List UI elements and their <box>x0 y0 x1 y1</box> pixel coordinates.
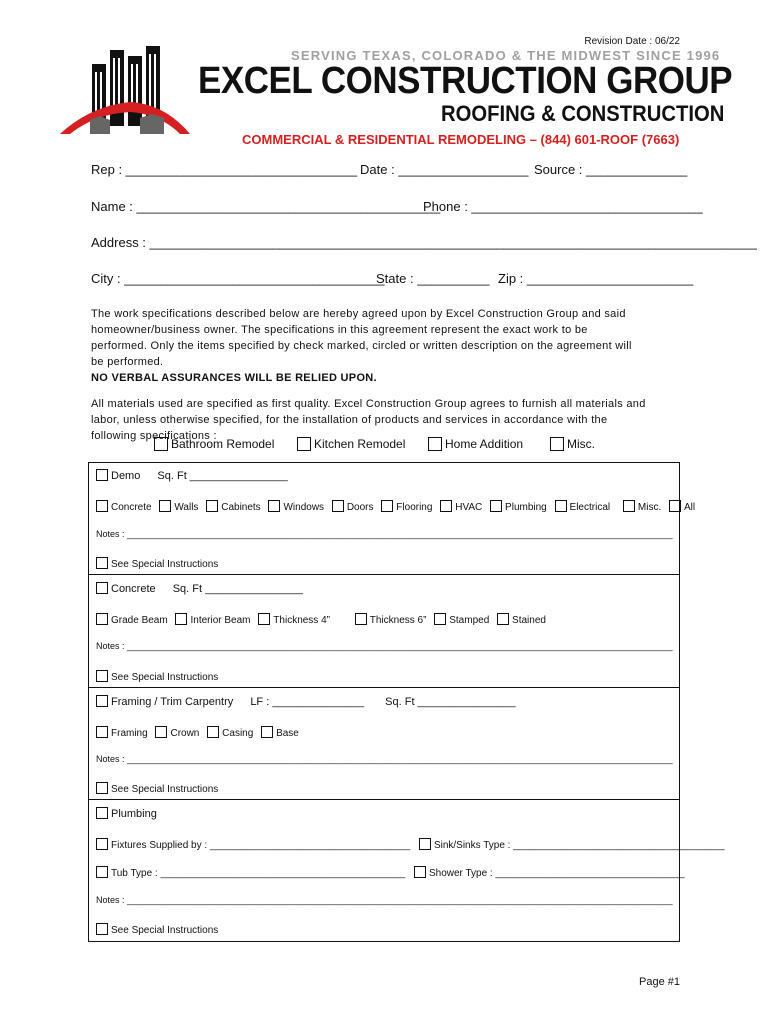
checkbox[interactable] <box>96 500 108 512</box>
demo-sqft-field[interactable]: Sq. Ft ________________ <box>157 470 288 482</box>
zip-field[interactable]: Zip : _______________________ <box>498 271 694 286</box>
rep-field[interactable]: Rep : ________________________________ <box>91 162 358 177</box>
concrete-checkbox[interactable] <box>96 582 108 594</box>
revision-date: Revision Date : 06/22 <box>584 36 680 47</box>
demo-checkbox[interactable] <box>96 469 108 481</box>
checkbox[interactable] <box>175 613 187 625</box>
agreement-line-1: The work specifications described below are hereby agreed upon by Excel Construction Group and said <box>91 308 626 320</box>
checkbox[interactable] <box>96 726 108 738</box>
concrete-notes-field[interactable]: Notes : _____________________________________________________________________________________________________________ <box>96 641 673 651</box>
concrete-item-thickness-4: Thickness 4” <box>273 615 330 626</box>
checkbox[interactable] <box>96 923 108 935</box>
plumbing-fixtures-row <box>96 838 725 851</box>
demo-item-plumbing: Plumbing <box>505 502 547 513</box>
source-field[interactable]: Source : ______________ <box>534 162 688 177</box>
checkbox[interactable] <box>669 500 681 512</box>
plumbing-special-instructions: See Special Instructions <box>96 923 218 936</box>
framing-items <box>96 726 299 739</box>
checkbox[interactable] <box>623 500 635 512</box>
concrete-item-thickness-6: Thickness 6” <box>369 615 427 626</box>
state-field[interactable]: State : __________ <box>376 271 490 286</box>
checkbox[interactable] <box>297 437 311 451</box>
company-tagline: SERVING TEXAS, COLORADO & THE MIDWEST SINCE 1996 <box>291 48 721 63</box>
checkbox[interactable] <box>434 613 446 625</box>
demo-item-misc: Misc. <box>637 502 662 513</box>
concrete-items <box>96 613 546 626</box>
demo-item-flooring: Flooring <box>396 502 433 513</box>
demo-item-cabinets: Cabinets <box>221 502 261 513</box>
checkbox[interactable] <box>96 613 108 625</box>
demo-item-electrical: Electrical <box>569 502 611 513</box>
materials-line-1: All materials used are specified as first quality. Excel Construction Group agrees to furnish all materials and <box>91 398 646 410</box>
materials-line-3: following specifications : <box>91 430 217 442</box>
checkbox[interactable] <box>96 782 108 794</box>
demo-item-all: All <box>684 502 696 513</box>
checkbox[interactable] <box>550 437 564 451</box>
checkbox[interactable] <box>154 437 168 451</box>
tub-type-field[interactable]: Tub Type : ____________________________________________ <box>111 868 406 879</box>
concrete-sqft-field[interactable]: Sq. Ft ________________ <box>172 583 303 595</box>
agreement-line-4: be performed. <box>91 356 164 368</box>
checkbox[interactable] <box>96 670 108 682</box>
demo-item-walls: Walls <box>174 502 199 513</box>
demo-label: Demo <box>111 470 141 482</box>
category-home-addition[interactable]: Home Addition <box>428 437 523 451</box>
plumbing-section <box>96 807 157 820</box>
demo-notes-field[interactable]: Notes : _____________________________________________________________________________________________________________ <box>96 529 673 539</box>
framing-lf-field[interactable]: LF : _______________ <box>250 696 365 708</box>
checkbox[interactable] <box>155 726 167 738</box>
framing-item-casing: Casing <box>222 728 254 739</box>
framing-checkbox[interactable] <box>96 695 108 707</box>
checkbox[interactable] <box>355 613 367 625</box>
concrete-section <box>96 582 303 595</box>
checkbox[interactable] <box>96 557 108 569</box>
checkbox[interactable] <box>428 437 442 451</box>
concrete-item-stained: Stained <box>512 615 546 626</box>
concrete-special-instructions: See Special Instructions <box>96 670 218 683</box>
category-kitchen[interactable]: Kitchen Remodel <box>297 437 405 451</box>
plumbing-notes-field[interactable]: Notes : _____________________________________________________________________________________________________________ <box>96 895 673 905</box>
demo-item-doors: Doors <box>346 502 374 513</box>
demo-item-hvac: HVAC <box>455 502 483 513</box>
checkbox[interactable] <box>258 613 270 625</box>
checkbox[interactable] <box>381 500 393 512</box>
checkbox[interactable] <box>268 500 280 512</box>
address-field[interactable]: Address : ____________________________________________________________________________________ <box>91 235 757 250</box>
materials-line-2: labor, unless otherwise specified, for the installation of products and services in accordance with the <box>91 414 608 426</box>
checkbox[interactable] <box>555 500 567 512</box>
services-text: COMMERCIAL & RESIDENTIAL REMODELING <box>242 132 527 147</box>
checkbox[interactable] <box>207 726 219 738</box>
concrete-item-grade-beam: Grade Beam <box>111 615 168 626</box>
checkbox[interactable] <box>419 838 431 850</box>
concrete-item-interior-beam: Interior Beam <box>190 615 251 626</box>
name-field[interactable]: Name : __________________________________________ <box>91 199 441 214</box>
verbal-assurance-notice: NO VERBAL ASSURANCES WILL BE RELIED UPON. <box>91 372 377 384</box>
demo-items <box>96 500 695 513</box>
date-field[interactable]: Date : __________________ <box>360 162 529 177</box>
demo-item-concrete: Concrete <box>111 502 152 513</box>
checkbox[interactable] <box>96 866 108 878</box>
phone-field[interactable]: Phone : ________________________________ <box>423 199 703 214</box>
plumbing-label: Plumbing <box>111 808 157 820</box>
fixtures-field[interactable]: Fixtures Supplied by : ____________________________________ <box>111 840 411 851</box>
checkbox[interactable] <box>96 838 108 850</box>
divider <box>88 799 680 800</box>
city-field[interactable]: City : ____________________________________ <box>91 271 385 286</box>
demo-special-instructions: See Special Instructions <box>96 557 218 570</box>
checkbox[interactable] <box>159 500 171 512</box>
framing-special-instructions: See Special Instructions <box>96 782 218 795</box>
checkbox[interactable] <box>414 866 426 878</box>
company-name: EXCEL CONSTRUCTION GROUP <box>198 60 733 102</box>
company-phone: – (844) 601-ROOF (7663) <box>526 132 680 147</box>
framing-item-crown: Crown <box>170 728 200 739</box>
divider <box>88 687 680 688</box>
divider <box>88 574 680 575</box>
checkbox[interactable] <box>261 726 273 738</box>
category-misc[interactable]: Misc. <box>550 437 595 451</box>
concrete-label: Concrete <box>111 583 156 595</box>
category-bathroom[interactable]: Bathroom Remodel <box>154 437 274 451</box>
services-line <box>242 132 679 147</box>
sink-type-field[interactable]: Sink/Sinks Type : ______________________________________ <box>433 840 725 851</box>
framing-label: Framing / Trim Carpentry <box>111 696 234 708</box>
checkbox[interactable] <box>206 500 218 512</box>
plumbing-checkbox[interactable] <box>96 807 108 819</box>
company-logo <box>60 46 195 138</box>
concrete-item-stamped: Stamped <box>449 615 490 626</box>
framing-sqft-field[interactable]: Sq. Ft ________________ <box>385 696 516 708</box>
checkbox[interactable] <box>490 500 502 512</box>
checkbox[interactable] <box>497 613 509 625</box>
framing-item-base: Base <box>276 728 299 739</box>
agreement-line-3: performed. Only the items specified by check marked, circled or written description on the agreement will <box>91 340 632 352</box>
page-number: Page #1 <box>639 976 680 988</box>
demo-item-windows: Windows <box>283 502 325 513</box>
agreement-line-2: homeowner/business owner. The specifications in this agreement represent the exact work to be <box>91 324 588 336</box>
checkbox[interactable] <box>332 500 344 512</box>
framing-notes-field[interactable]: Notes : _____________________________________________________________________________________________________________ <box>96 754 673 764</box>
checkbox[interactable] <box>440 500 452 512</box>
framing-section <box>96 695 515 708</box>
company-subtitle: ROOFING & CONSTRUCTION <box>441 101 725 126</box>
shower-type-field[interactable]: Shower Type : __________________________________ <box>428 868 685 879</box>
framing-item-framing: Framing <box>111 728 148 739</box>
plumbing-tub-row <box>96 866 685 879</box>
demo-section <box>96 469 288 482</box>
